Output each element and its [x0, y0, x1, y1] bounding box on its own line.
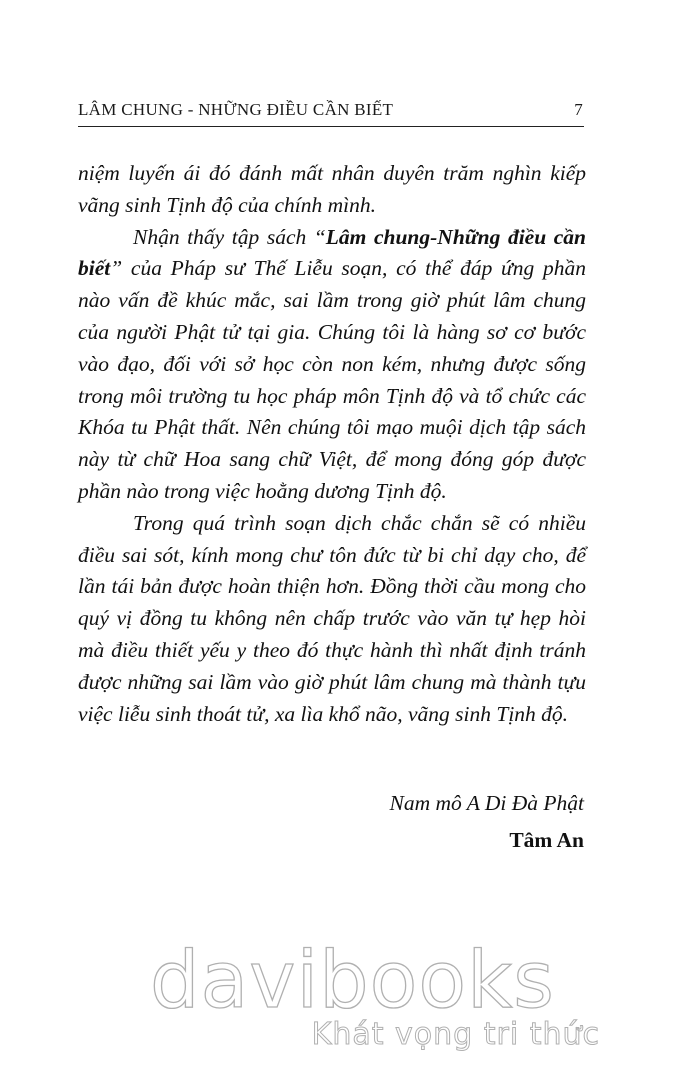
signature: Tâm An: [509, 828, 584, 852]
running-header-title: LÂM CHUNG - NHỮNG ĐIỀU CẦN BIẾT: [78, 100, 394, 119]
closing-invocation: Nam mô A Di Đà Phật: [389, 791, 584, 815]
body-text: [78, 158, 586, 730]
paragraph-apology: Trong quá trình soạn dịch chắc chắn sẽ có nhiều điều sai sót, kính mong chư tôn đức từ bi chỉ dạy cho, để lần tái bản được hoàn thiện hơn. Đồng thời cầu mong cho quý vị đồng tu không nên chấp trước vào văn tự hẹp hòi mà điều thiết yếu y theo đó thực hành thì nhất định tránh được những sai lầm vào giờ phút lâm chung mà thành tựu việc liễu sinh thoát tử, xa lìa khổ não, vãng sinh Tịnh độ.: [78, 510, 586, 726]
book-title: Lâm chung-Những điều cần biết: [78, 224, 586, 281]
header-rule: [78, 126, 584, 127]
paragraph-text-after: ” của Pháp sư Thế Liễu soạn, có thể đáp ứng phần nào vấn đề khúc mắc, sai lầm trong giờ phút lâm chung của người Phật tử tại gia. Chúng tôi là hàng sơ cơ bước vào đạo, đối với sở học còn non kém, nhưng được sống trong môi trường tu học pháp môn Tịnh độ và tổ chức các Khóa tu Phật thất. Nên chúng tôi mạo muội dịch tập sách này từ chữ Hoa sang chữ Việt, để mong đóng góp được phần nào trong việc hoằng dương Tịnh độ.: [78, 256, 586, 503]
page-number: 7: [574, 100, 583, 119]
paragraph-text-before: Nhận thấy tập sách “: [133, 224, 326, 249]
paragraph-continuation: niệm luyến ái đó đánh mất nhân duyên trăm nghìn kiếp vãng sinh Tịnh độ của chính mình.: [78, 161, 586, 217]
paragraph-book-introduction: [78, 222, 586, 508]
watermark-logo: davibooks: [150, 936, 555, 1026]
watermark-slogan: Khát vọng tri thức: [311, 1017, 600, 1052]
